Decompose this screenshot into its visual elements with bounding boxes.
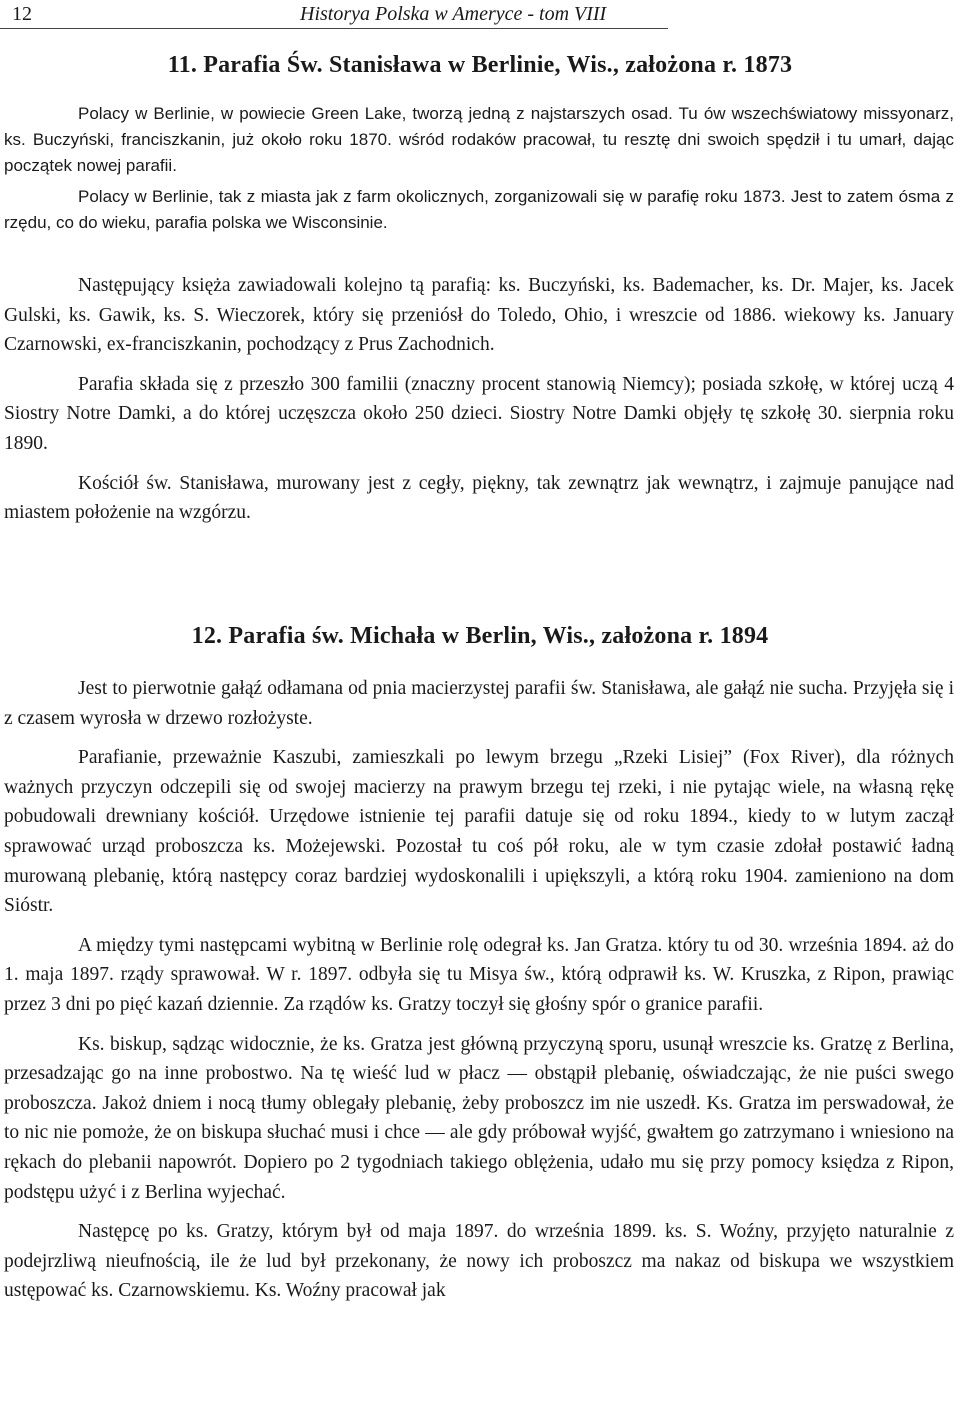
section-title-11: 11. Parafia Św. Stanisława w Berlinie, Wis., założona r. 1873 (167, 52, 793, 78)
paragraph: Polacy w Berlinie, w powiecie Green Lake, tworzą jedną z najstarszych osad. Tu ów wszechświatowy missyonarz, ks. Buczyński, franciszkanin, już około roku 1870. wśród rodaków pracował, tu resztę dni swoich spędził i tu umarł, dając początek nowej parafii. (4, 104, 954, 175)
section-12-body (4, 674, 954, 1306)
paragraph: Ks. biskup, sądząc widocznie, że ks. Gratza jest główną przyczyną sporu, usunął wreszcie ks. Gratzę z Berlina, przesadzając go na inne probostwo. Na tę wieść lud w płacz — obstąpił plebanię, oświadczając, że nie puści swego proboszcza. Jakoż dniem i nocą tłumy oblegały plebanię, żeby proboszcz im nie uszedł. Ks. Gratza im perswadował, że to nic nie pomoże, że on biskupa słuchać musi i chce — ale gdy próbował wyjść, gwałtem go zatrzymano i wniesiono na rękach do plebanii napowrót. Dopiero po 2 tygodniach takiego oblężenia, udało mu się przy pomocy księdza z Ripon, podstępu użyć i z Berlina wyjechać. (4, 1033, 954, 1203)
section-title-12: 12. Parafia św. Michała w Berlin, Wis., założona r. 1894 (191, 623, 769, 649)
page-header (0, 0, 960, 30)
page-number: 12 (12, 3, 32, 25)
section-11-body-continued (4, 271, 954, 528)
paragraph: A między tymi następcami wybitną w Berlinie rolę odegrał ks. Jan Gratza. który tu od 30. września 1894. aż do 1. maja 1897. rządy sprawował. W r. 1897. odbyła się tu Misya św., którą odprawił ks. W. Kruszka, z Ripon, prawiąc przez 3 dni po pięć kazań dziennie. Za rządów ks. Gratzy toczył się głośny spór o granice parafii. (4, 934, 954, 1015)
paragraph: Parafia składa się z przeszło 300 familii (znaczny procent stanowią Niemcy); posiada szkołę, w której uczą 4 Siostry Notre Damki, a do której uczęszcza około 250 dzieci. Siostry Notre Damki objęły tę szkołę 30. sierpnia roku 1890. (4, 373, 954, 454)
paragraph: Następujący księża zawiadowali kolejno tą parafią: ks. Buczyński, ks. Bademacher, ks. Dr. Majer, ks. Jacek Gulski, ks. Gawik, ks. S. Wieczorek, który się przeniósł do Toledo, Ohio, i wreszcie od 1886. wiekowy ks. January Czarnowski, ex-franciszkanin, pochodzący z Prus Zachodnich. (4, 275, 954, 356)
paragraph: Parafianie, przeważnie Kaszubi, zamieszkali po lewym brzegu „Rzeki Lisiej” (Fox River), dla różnych ważnych przyczyn odczepili się od swojej macierzy na prawym brzegu tej rzeki, i nie pytając wiele, na własną rękę pobudowali drewniany kościół. Urzędowe istnienie tej parafii datuje się od roku 1894., kiedy to w lutym zaczął sprawować urząd proboszcza ks. Możejewski. Pozostał tu coś pół roku, ale w tym czasie zdołał postawić ładną murowaną plebanię, którą następcy coraz bardziej wydoskonalili i upiększyli, a którą roku 1904. zamieniono na dom Sióstr. (4, 747, 954, 917)
running-title: Historya Polska w Ameryce - tom VIII (300, 3, 607, 25)
paragraph: Kościół św. Stanisława, murowany jest z cegły, piękny, tak zewnątrz jak wewnątrz, i zajmuje panujące nad miastem położenie na wzgórzu. (4, 472, 954, 524)
section-11-body (4, 101, 954, 236)
paragraph: Następcę po ks. Gratzy, którym był od maja 1897. do września 1899. ks. S. Woźny, przyjęto naturalnie z podejrzliwą nieufnością, ile że lud był przekonany, że nowy ich proboszcz ma nakaz od biskupa we wszystkiem ustępować ks. Czarnowskiemu. Ks. Woźny pracował jak (4, 1221, 954, 1302)
paragraph: Jest to pierwotnie gałąź odłamana od pnia macierzystej parafii św. Stanisława, ale gałąź nie sucha. Przyjęła się i z czasem wyrosła w drzewo rozłożyste. (4, 678, 954, 729)
paragraph: Polacy w Berlinie, tak z miasta jak z farm okolicznych, zorganizowali się w parafię roku 1873. Jest to zatem ósma z rzędu, co do wieku, parafia polska we Wisconsinie. (4, 187, 954, 232)
header-rule (0, 28, 668, 29)
